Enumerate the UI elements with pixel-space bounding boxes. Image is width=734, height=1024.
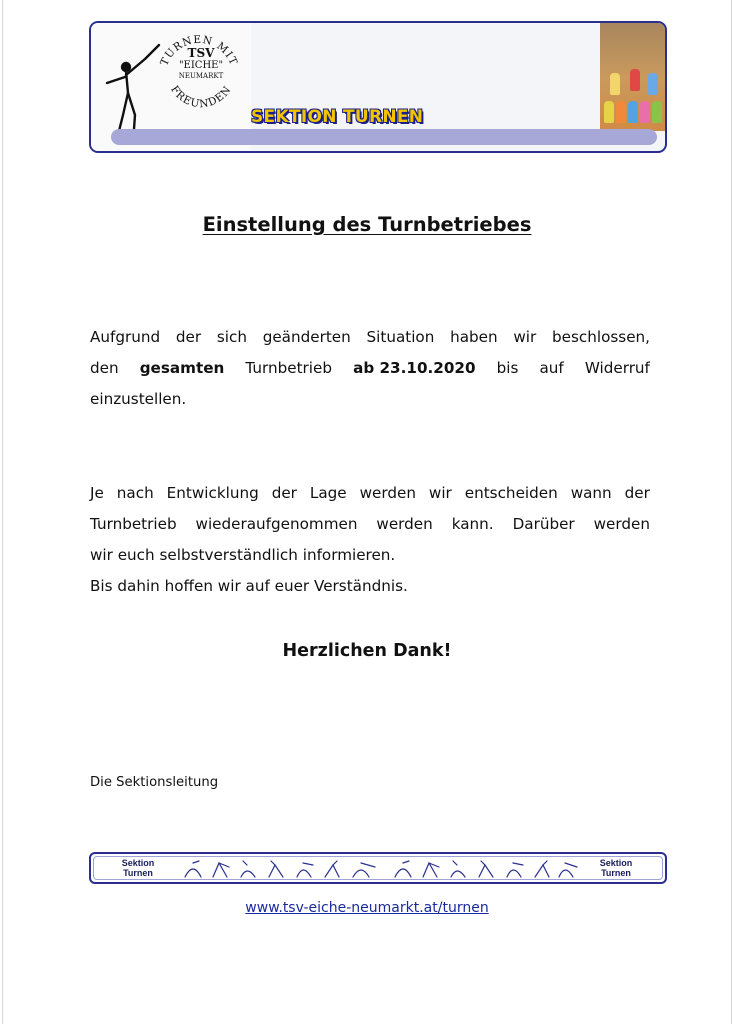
notice-paragraph-1 bbox=[90, 322, 650, 415]
logo-club-name: TSV bbox=[187, 46, 215, 60]
website-link[interactable]: www.tsv-eiche-neumarkt.at/turnen bbox=[245, 900, 489, 916]
logo-club-subname: "EICHE" bbox=[178, 60, 224, 71]
footer-label-left bbox=[113, 858, 163, 878]
word: Situation bbox=[366, 328, 435, 346]
footer-banner bbox=[89, 852, 667, 884]
kids-group-photo bbox=[600, 23, 667, 131]
word: Entwicklung bbox=[166, 484, 259, 502]
svg-text:FREUNDEN bbox=[168, 84, 234, 111]
word: werden bbox=[593, 515, 650, 533]
word: haben bbox=[450, 328, 498, 346]
word: den bbox=[90, 359, 119, 377]
word: Darüber bbox=[512, 515, 575, 533]
word: wir bbox=[513, 328, 537, 346]
word: auf bbox=[539, 359, 564, 377]
word: sich bbox=[216, 328, 247, 346]
paragraph-2-line-4: Bis dahin hoffen wir auf euer Verständnis. bbox=[90, 577, 408, 595]
word: der bbox=[175, 328, 202, 346]
word: entscheiden bbox=[464, 484, 558, 502]
word: wiederaufgenommen bbox=[195, 515, 358, 533]
notice-paragraph-2 bbox=[90, 478, 650, 602]
paragraph-2-line-3: wir euch selbstverständlich informieren. bbox=[90, 546, 396, 564]
paragraph-1-line-3: einzustellen. bbox=[90, 390, 187, 408]
footer-label-left-line-1: Sektion bbox=[121, 858, 155, 868]
gymnast-frieze-icon bbox=[393, 859, 581, 879]
emphasis-gesamten: gesamten bbox=[139, 359, 225, 377]
word: Widerruf bbox=[584, 359, 650, 377]
word: kann. bbox=[451, 515, 494, 533]
paragraph-1-line-1 bbox=[90, 322, 650, 353]
word: der bbox=[271, 484, 297, 502]
word: wir bbox=[428, 484, 452, 502]
word: bis bbox=[496, 359, 519, 377]
logo-ring-text-bottom: FREUNDEN bbox=[168, 83, 234, 111]
footer-label-left-line-2: Turnen bbox=[123, 868, 153, 878]
word: Turnbetrieb bbox=[245, 359, 333, 377]
word: beschlossen, bbox=[551, 328, 650, 346]
paragraph-1-line-2 bbox=[90, 353, 650, 384]
word: werden bbox=[359, 484, 416, 502]
club-logo-text bbox=[171, 47, 231, 80]
footer-label-right-line-1: Sektion bbox=[599, 858, 633, 868]
word: geänderten bbox=[262, 328, 351, 346]
word: der bbox=[624, 484, 650, 502]
header-banner bbox=[89, 21, 667, 153]
paragraph-2-line-1 bbox=[90, 478, 650, 509]
page-edge-right bbox=[731, 0, 732, 1024]
word: wann bbox=[570, 484, 612, 502]
logo-ring-text-top: TURNEN MIT bbox=[158, 33, 240, 68]
page-edge-left bbox=[2, 0, 3, 1024]
thanks-heading: Herzlichen Dank! bbox=[282, 641, 452, 661]
word: Lage bbox=[309, 484, 347, 502]
word: werden bbox=[376, 515, 433, 533]
word: Turnbetrieb bbox=[90, 515, 177, 533]
section-title: SEKTION TURNEN bbox=[251, 107, 424, 127]
paragraph-2-line-2 bbox=[90, 509, 650, 540]
signature: Die Sektionsleitung bbox=[90, 775, 219, 790]
header-accent-bar bbox=[111, 129, 657, 145]
notice-title: Einstellung des Turnbetriebes bbox=[202, 213, 532, 236]
word: nach bbox=[116, 484, 154, 502]
word: Aufgrund bbox=[90, 328, 161, 346]
footer-label-right bbox=[591, 858, 641, 878]
footer-label-right-line-2: Turnen bbox=[601, 868, 631, 878]
gymnast-frieze-icon bbox=[183, 859, 383, 879]
emphasis-date: ab 23.10.2020 bbox=[353, 359, 476, 377]
word: Je bbox=[90, 484, 104, 502]
logo-club-location: NEUMARKT bbox=[178, 72, 224, 80]
